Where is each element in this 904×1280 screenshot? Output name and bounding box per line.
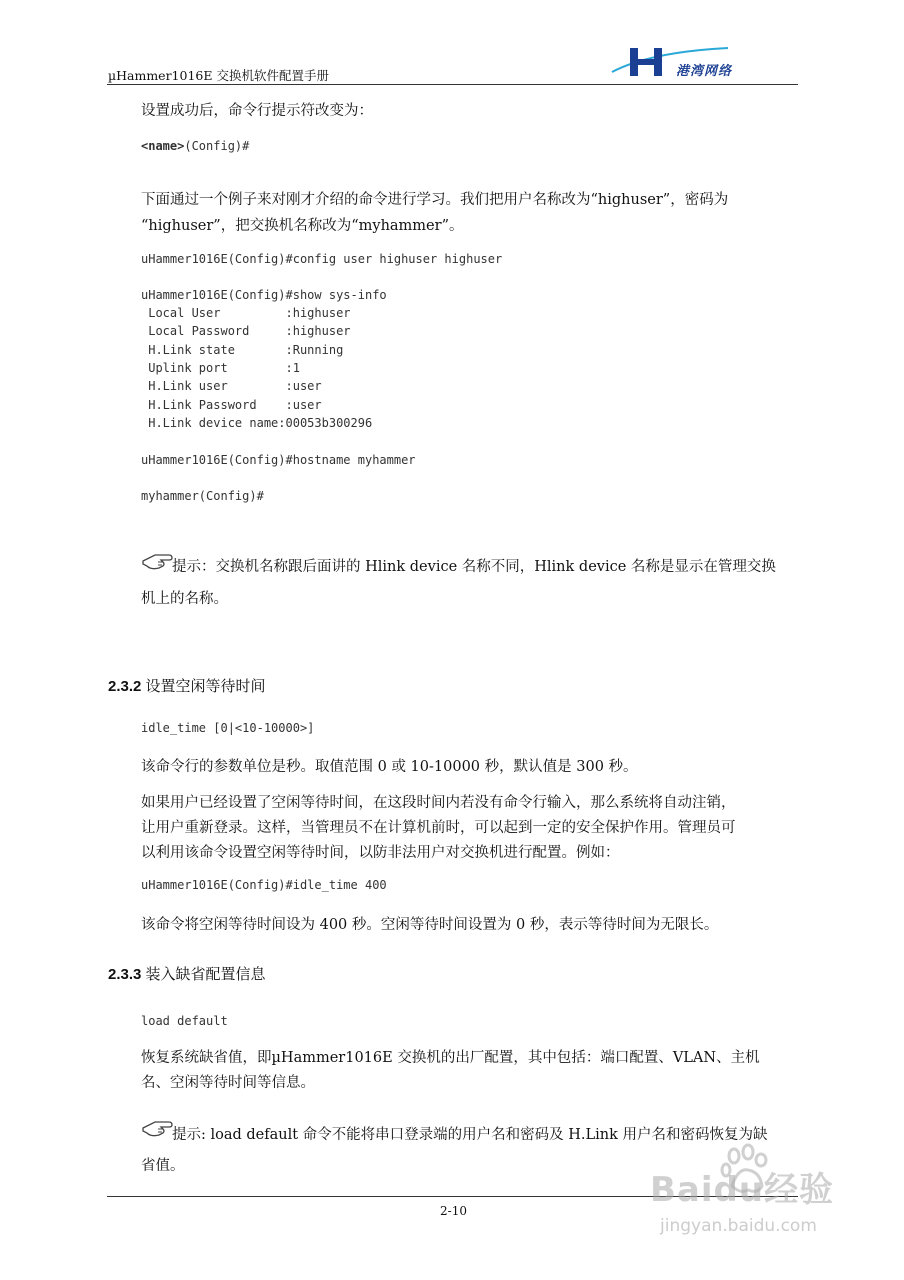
code-line: H.Link state :Running	[141, 343, 344, 357]
section-number: 2.3.2	[108, 678, 142, 695]
syntax-line: idle_time [0|<10-10000>]	[141, 721, 315, 735]
prompt-name: <name>	[141, 139, 185, 153]
header-rule	[107, 84, 798, 85]
code-line: H.Link user :user	[141, 379, 322, 393]
code-line: uHammer1016E(Config)#show sys-info	[141, 288, 387, 302]
tip-text: 机上的名称。	[141, 591, 228, 607]
code-line: uHammer1016E(Config)#config user highuser highuser	[141, 252, 503, 266]
code-line: Uplink port :1	[141, 361, 300, 375]
pointing-hand-icon	[141, 551, 173, 571]
watermark-url: jingyan.baidu.com	[660, 1216, 817, 1236]
syntax-line: load default	[141, 1014, 228, 1028]
paragraph: “highuser”，把交换机名称改为“myhammer”。	[141, 218, 464, 234]
prompt-example	[141, 137, 249, 155]
paragraph: 该命令将空闲等待时间设为 400 秒。空闲等待时间设置为 0 秒，表示等待时间为无限长。	[141, 917, 719, 933]
code-line: uHammer1016E(Config)#hostname myhammer	[141, 453, 416, 467]
code-line: Local Password :highuser	[141, 324, 351, 338]
section-heading-2-3-3	[108, 963, 266, 984]
section-heading-2-3-2	[108, 675, 266, 696]
tip-text: 提示: load default 命令不能将串口登录端的用户名和密码及 H.Link 用户名和密码恢复为缺	[172, 1127, 768, 1143]
section-title: 装入缺省配置信息	[145, 965, 266, 983]
section-number: 2.3.3	[108, 966, 142, 983]
tip-text: 省值。	[141, 1158, 185, 1174]
code-line: H.Link Password :user	[141, 398, 322, 412]
header-title: µHammer1016E 交换机软件配置手册	[108, 68, 329, 83]
code-line: uHammer1016E(Config)#idle_time 400	[141, 878, 387, 892]
code-line: H.Link device name:00053b300296	[141, 416, 373, 430]
paragraph: 该命令行的参数单位是秒。取值范围 0 或 10-10000 秒，默认值是 300 秒。	[141, 759, 638, 775]
paragraph: 下面通过一个例子来对刚才介绍的命令进行学习。我们把用户名称改为“highuser”，密码为	[141, 192, 729, 208]
paragraph: 如果用户已经设置了空闲等待时间，在这段时间内若没有命令行输入，那么系统将自动注销，	[141, 795, 736, 811]
code-line: Local User :highuser	[141, 306, 351, 320]
paragraph: 恢复系统缺省值，即µHammer1016E 交换机的出厂配置，其中包括：端口配置、VLAN、主机	[141, 1050, 760, 1066]
paragraph: 设置成功后，命令行提示符改变为：	[141, 103, 373, 119]
section-title: 设置空闲等待时间	[145, 677, 266, 695]
prompt-rest: (Config)#	[184, 139, 250, 153]
watermark-brand: Baidu经验	[650, 1170, 835, 1210]
page-number: 2-10	[440, 1204, 467, 1218]
logo-text: 港湾网络	[676, 64, 733, 79]
code-line: myhammer(Config)#	[141, 489, 264, 503]
paragraph: 让用户重新登录。这样，当管理员不在计算机前时，可以起到一定的安全保护作用。管理员可	[141, 820, 736, 836]
pointing-hand-icon	[141, 1118, 173, 1138]
tip-text: 提示：交换机名称跟后面讲的 Hlink device 名称不同，Hlink device 名称是显示在管理交换	[172, 559, 776, 575]
paragraph: 名、空闲等待时间等信息。	[141, 1075, 315, 1091]
paragraph: 以利用该命令设置空闲等待时间，以防非法用户对交换机进行配置。例如：	[141, 845, 620, 861]
